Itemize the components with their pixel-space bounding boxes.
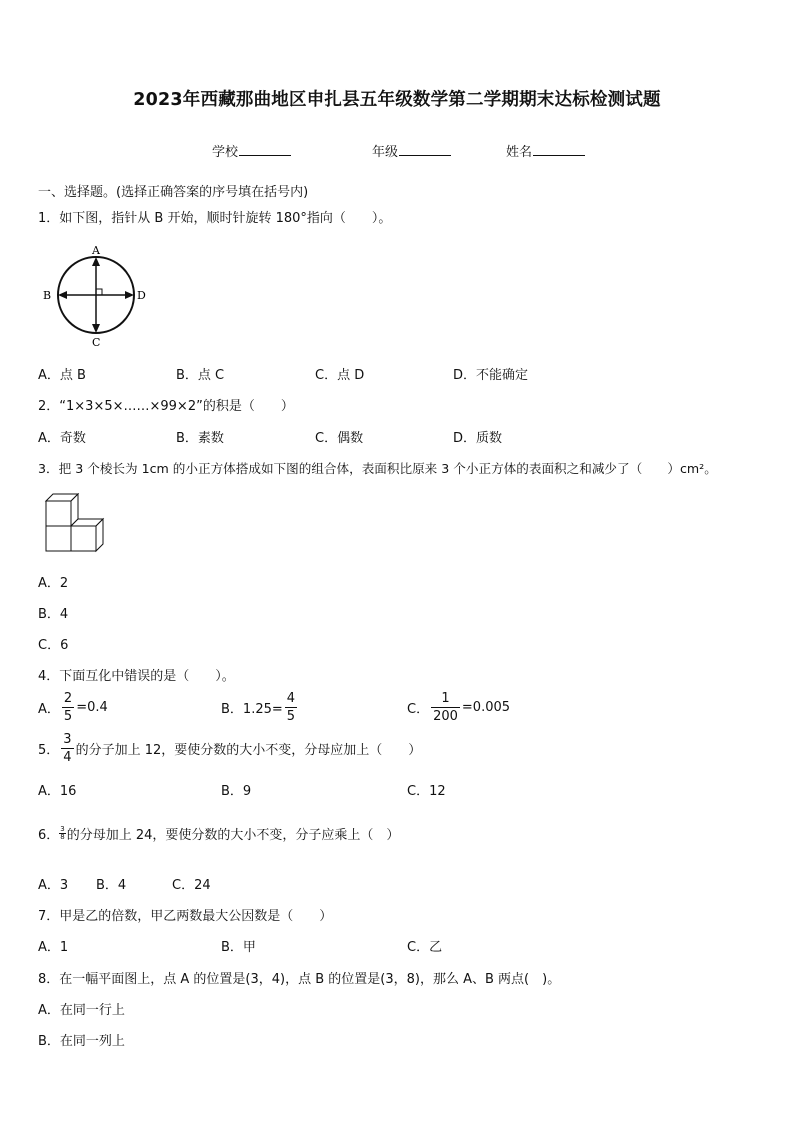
label-b: B (43, 289, 52, 302)
label-c: C (92, 336, 101, 349)
compass-diagram (38, 240, 158, 350)
q4-a-rest: =0.4 (76, 700, 108, 715)
school-field (212, 141, 291, 160)
q5-fraction: $\frac{3}{4}$ (63, 732, 72, 765)
q6-option-a: A．3 (38, 878, 69, 893)
label-a: A (92, 244, 100, 257)
q4-c-label: C． (407, 702, 430, 717)
school-label: 学校 (212, 145, 239, 160)
q6-option-b: B．4 (96, 878, 127, 893)
name-field (506, 141, 585, 160)
q3-option-a: A．2 (38, 576, 69, 591)
q4-option-a (38, 692, 108, 723)
name-blank (533, 143, 585, 156)
q7-option-a: A．1 (38, 940, 69, 955)
q3-option-c: C．6 (38, 638, 69, 653)
q5-option-c: C．12 (407, 784, 446, 799)
name-label: 姓名 (506, 145, 533, 160)
q3-option-b: B．4 (38, 607, 69, 622)
q4-a-label: A． (38, 702, 60, 717)
section-heading: 一、选择题。(选择正确答案的序号填在括号内) (38, 185, 309, 200)
q6-option-c: C．24 (172, 878, 211, 893)
q4-b-label: B．1.25= (221, 702, 283, 717)
question-3: 3．把 3 个棱长为 1cm 的小正方体搭成如下图的组合体，表面积比原来 3 个小正方体的表面积之和减少了（ ）cm²。 (38, 461, 717, 476)
q6-fraction: $\frac{3}{8}$ (60, 825, 65, 841)
cubes-diagram (44, 493, 108, 553)
question-5: 5． $\frac{3}{4}$ 的分子加上 12，要使分数的大小不变，分母应加上（ ） (38, 732, 422, 765)
q8-option-b: B．在同一列上 (38, 1034, 125, 1049)
school-blank (239, 143, 291, 156)
question-8: 8．在一幅平面图上，点 A 的位置是(3，4)，点 B 的位置是(3，8)，那么 A、B 两点( )。 (38, 972, 561, 987)
question-6: 6． $\frac{3}{8}$ 的分母加上 24，要使分数的大小不变，分子应乘上（ ） (38, 825, 400, 843)
q4-c-rest: =0.005 (461, 700, 511, 715)
q2-option-a: A．奇数 (38, 431, 86, 446)
grade-blank (399, 143, 451, 156)
q8-option-a: A．在同一行上 (38, 1003, 125, 1018)
q2-option-c: C．偶数 (315, 431, 364, 446)
label-d: D (137, 289, 146, 302)
q4-option-c (407, 692, 510, 723)
q1-option-c: C．点 D (315, 368, 365, 383)
q1-option-d: D．不能确定 (453, 368, 529, 383)
page-title: 2023年西藏那曲地区申扎县五年级数学第二学期期末达标检测试题 (133, 90, 661, 110)
question-1: 1．如下图，指针从 B 开始，顺时针旋转 180°指向（ ）。 (38, 211, 392, 226)
q4-c-fraction: $\frac{1}{200}$ (433, 691, 458, 724)
grade-label: 年级 (372, 145, 399, 160)
q1-option-a: A．点 B (38, 368, 86, 383)
q7-option-c: C．乙 (407, 940, 443, 955)
q4-b-fraction: $\frac{4}{5}$ (286, 691, 296, 724)
q4-a-fraction: $\frac{2}{5}$ (63, 691, 73, 724)
q2-option-d: D．质数 (453, 431, 503, 446)
q4-option-b (221, 692, 299, 723)
q7-option-b: B．甲 (221, 940, 256, 955)
q1-option-b: B．点 C (176, 368, 225, 383)
q2-option-b: B．素数 (176, 431, 224, 446)
question-2: 2．“1×3×5×……×99×2”的积是（ ） (38, 399, 294, 414)
question-4: 4．下面互化中错误的是（ ）。 (38, 669, 235, 684)
q5-option-b: B．9 (221, 784, 252, 799)
q5-option-a: A．16 (38, 784, 77, 799)
grade-field (372, 141, 451, 160)
question-7: 7．甲是乙的倍数，甲乙两数最大公因数是（ ） (38, 909, 333, 924)
